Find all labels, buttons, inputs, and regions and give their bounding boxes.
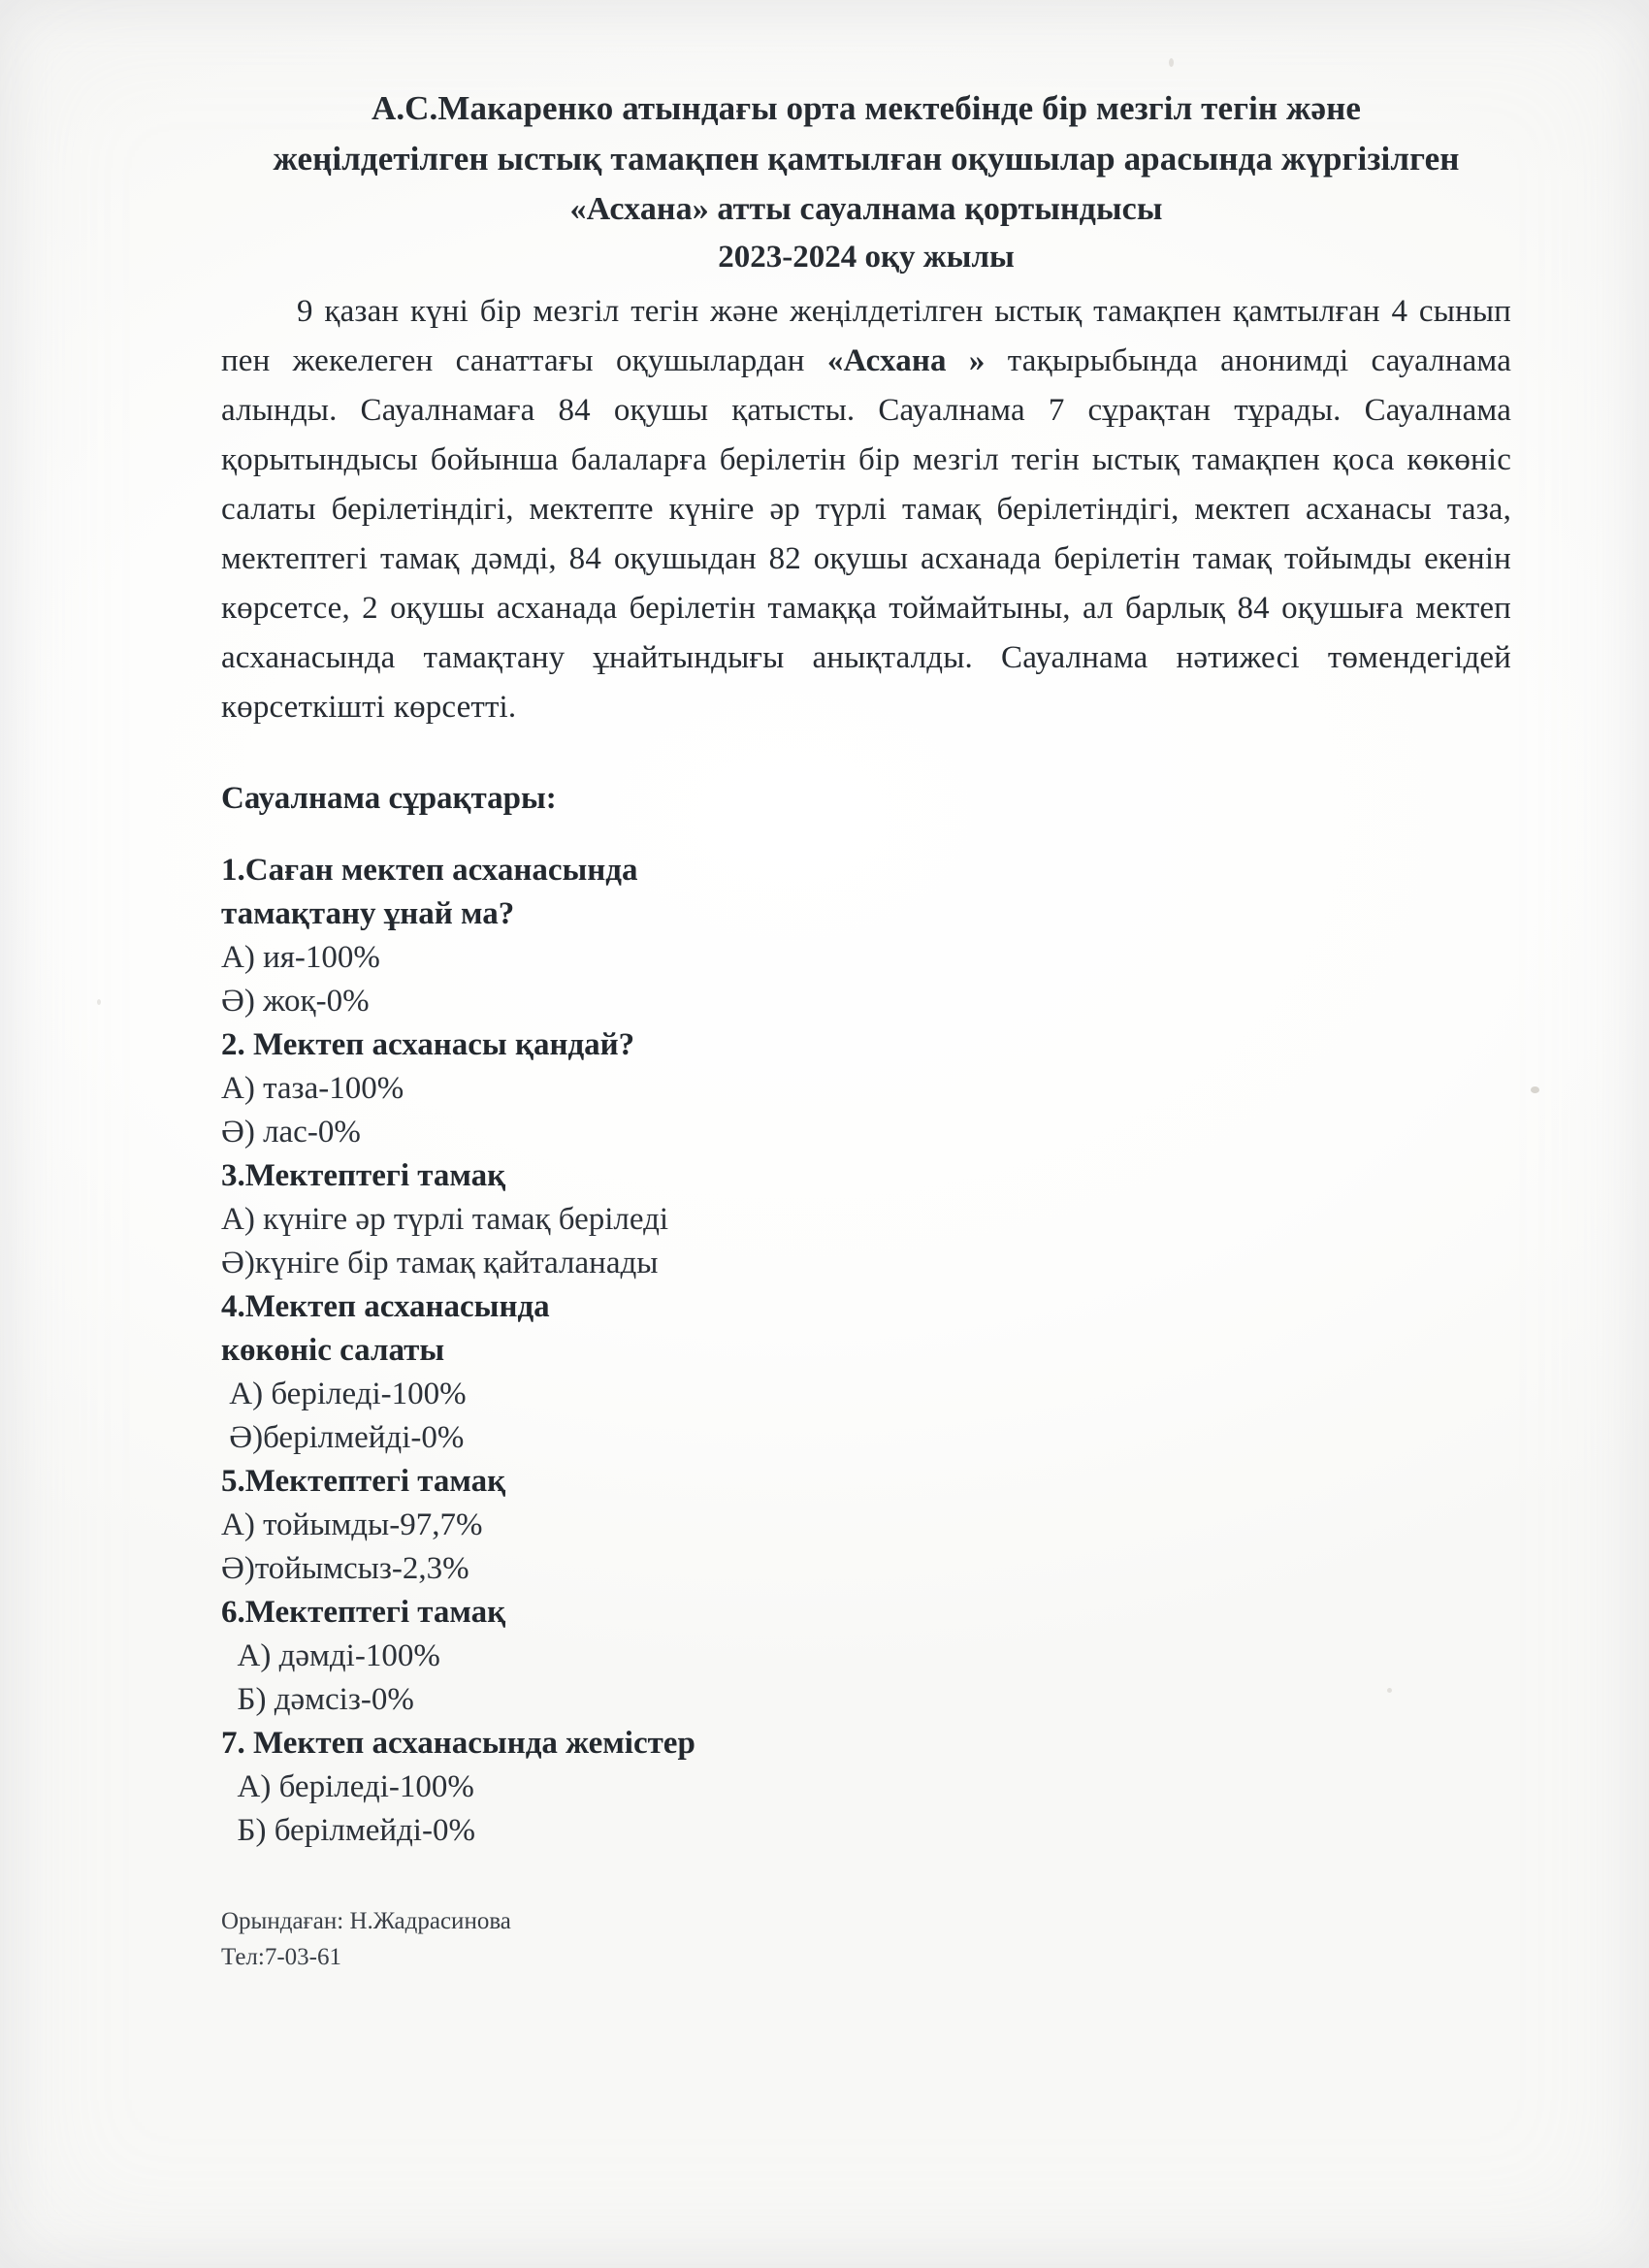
question-text-line: 1.Саған мектеп асханасында bbox=[221, 853, 638, 888]
summary-text-after-topic: тақырыбында анонимді сауалнама алынды. Сауалнамаға 84 оқушы қатысты. Сауалнама 7 сұрақтан тұрады. Сауалнама қорытындысы бойынша балаларға берілетін бір мезгіл тегін ыстық тамақпен қоса көкөніс салаты берілетіндігі, мектепте күніге әр түрлі тамақ берілетіндігі, мектеп асханасы таза, мектептегі тамақ дәмді, 84 оқушыдан 82 оқушы асханада берілетін тамақ тойымды екенін көрсетсе, 2 оқушы асханада берілетін тамаққа тоймайтыны, ал барлық 84 оқушыға мектеп асханасында тамақтану ұнайтындығы анықталды. Сауалнама нәтижесі төмендегідей көрсеткішті көрсетті. bbox=[221, 343, 1511, 725]
footer-phone: Тел:7-03-61 bbox=[221, 1944, 341, 1970]
questions-list bbox=[221, 849, 1511, 1853]
page-title bbox=[221, 0, 1511, 235]
survey-question bbox=[221, 1023, 1511, 1154]
survey-question bbox=[221, 1591, 1511, 1722]
survey-topic-name: «Асхана » bbox=[826, 343, 986, 378]
question-text bbox=[221, 849, 1511, 936]
question-text bbox=[221, 1285, 1511, 1373]
document-footer bbox=[221, 1903, 1511, 1975]
answer-option: Ә) жоқ-0% bbox=[221, 984, 370, 1019]
answer-option-list bbox=[221, 1067, 1511, 1154]
survey-question bbox=[221, 1154, 1511, 1285]
answer-option-list bbox=[221, 1504, 1511, 1591]
answer-option: А) беріледі-100% bbox=[221, 1377, 467, 1411]
answer-option: Б) дәмсіз-0% bbox=[221, 1682, 414, 1717]
summary-text-before-topic: 9 қазан күні бір мезгіл тегін және жеңілдетілген ыстық тамақпен қамтылған 4 сынып пен жекелеген санаттағы оқушылардан bbox=[221, 294, 1511, 378]
answer-option: А) дәмді-100% bbox=[221, 1638, 440, 1673]
questions-heading: Сауалнама сұрақтары: bbox=[221, 781, 557, 816]
answer-option: Ә)күніге бір тамақ қайталанады bbox=[221, 1246, 659, 1280]
answer-option: А) беріледі-100% bbox=[221, 1769, 474, 1804]
answer-option-list bbox=[221, 936, 1511, 1023]
answer-option-list bbox=[221, 1766, 1511, 1853]
summary-paragraph bbox=[221, 287, 1511, 732]
answer-option-list bbox=[221, 1373, 1511, 1460]
question-text-line: 6.Мектептегі тамақ bbox=[221, 1595, 506, 1630]
title-line-1: А.С.Макаренко атындағы орта мектебінде бір мезгіл тегін және bbox=[371, 89, 1362, 127]
survey-question bbox=[221, 1460, 1511, 1591]
question-text-line: тамақтану ұнай ма? bbox=[221, 896, 515, 931]
question-text-line: 2. Мектеп асханасы қандай? bbox=[221, 1027, 635, 1062]
survey-question bbox=[221, 1285, 1511, 1460]
question-text bbox=[221, 1154, 1511, 1198]
answer-option-list bbox=[221, 1635, 1511, 1722]
answer-option: А) күніге әр түрлі тамақ беріледі bbox=[221, 1202, 669, 1237]
answer-option: А) ия-100% bbox=[221, 940, 380, 975]
question-text bbox=[221, 1460, 1511, 1504]
question-text-line: көкөніс салаты bbox=[221, 1333, 445, 1368]
question-text-line: 5.Мектептегі тамақ bbox=[221, 1464, 506, 1499]
answer-option: Б) берілмейді-0% bbox=[221, 1813, 475, 1848]
answer-option: Ә)берілмейді-0% bbox=[221, 1420, 465, 1455]
question-text bbox=[221, 1023, 1511, 1067]
answer-option: Ә)тойымсыз-2,3% bbox=[221, 1551, 469, 1586]
question-text bbox=[221, 1722, 1511, 1766]
survey-question bbox=[221, 849, 1511, 1023]
title-line-2: жеңілдетілген ыстық тамақпен қамтылған оқушылар арасында жүргізілген bbox=[273, 140, 1460, 178]
academic-year-subtitle: 2023-2024 оқу жылы bbox=[718, 240, 1015, 275]
answer-option: А) таза-100% bbox=[221, 1071, 404, 1106]
footer-author: Орындаған: Н.Жадрасинова bbox=[221, 1908, 511, 1934]
question-text-line: 4.Мектеп асханасында bbox=[221, 1289, 550, 1324]
answer-option-list bbox=[221, 1198, 1511, 1285]
question-text-line: 7. Мектеп асханасында жемістер bbox=[221, 1726, 695, 1761]
document-body bbox=[221, 0, 1511, 2268]
question-text bbox=[221, 1591, 1511, 1635]
question-text-line: 3.Мектептегі тамақ bbox=[221, 1158, 506, 1193]
title-line-3: «Асхана» атты сауалнама қортындысы bbox=[569, 191, 1163, 227]
answer-option: А) тойымды-97,7% bbox=[221, 1507, 483, 1542]
answer-option: Ә) лас-0% bbox=[221, 1115, 361, 1150]
survey-question bbox=[221, 1722, 1511, 1853]
